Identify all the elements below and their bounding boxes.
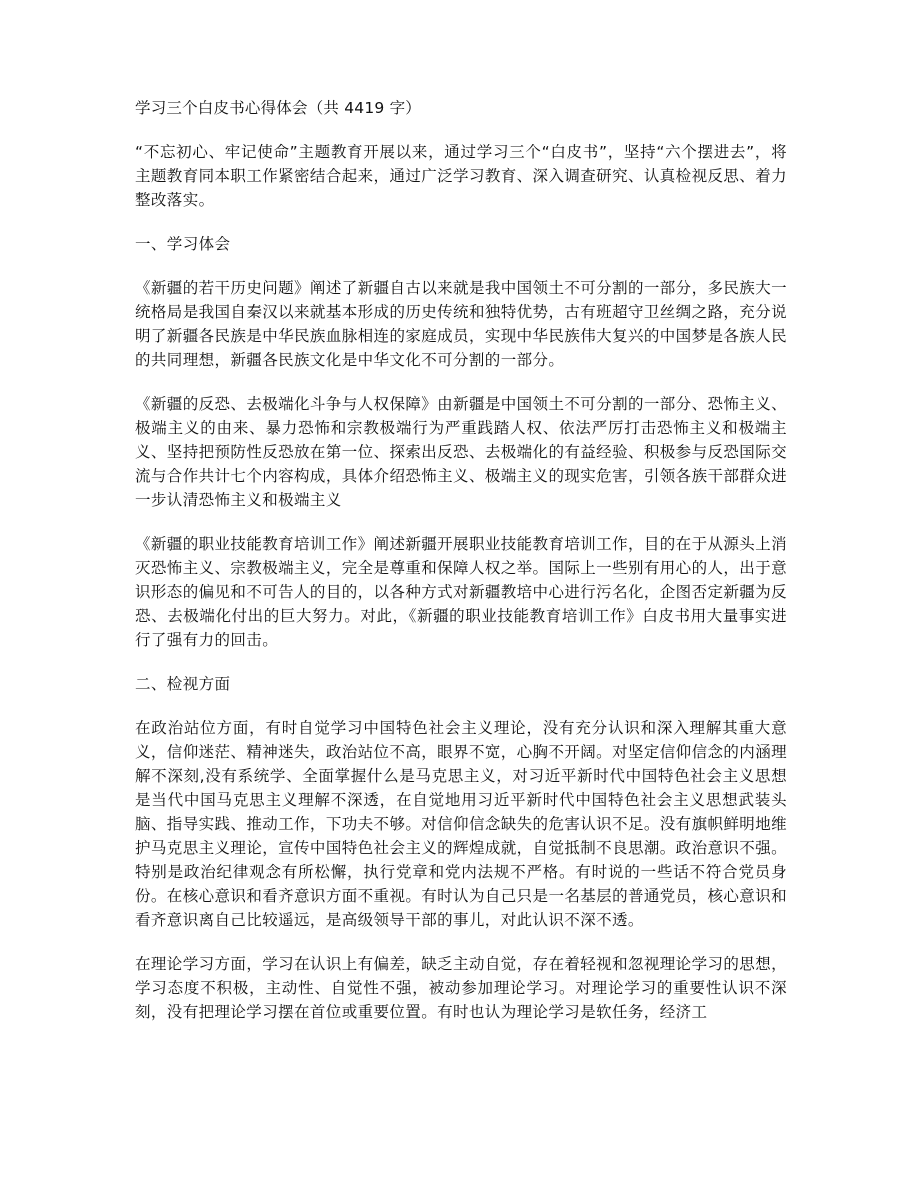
section-heading-study: 一、学习体会 [135, 235, 231, 253]
study-paragraph-counterterrorism: 《新疆的反恐、去极端化斗争与人权保障》由新疆是中国领土不可分割的一部分、恐怖主义、极端主义的由来、暴力恐怖和宗教极端行为严重践踏人权、依法严厉打击恐怖主义和极端主义、坚持把预防性反恐放在第一位、探索出反恐、去极端化的有益经验、积极参与反恐国际交流与合作共计七个内容构成，具体介绍恐怖主义、极端主义的现实危害，引领各族干部群众进一步认清恐怖主义和极端主义 [135, 395, 787, 509]
document-title: 学习三个白皮书心得体会（共 4419 字） [135, 99, 422, 117]
review-paragraph-theory: 在理论学习方面，学习在认识上有偏差，缺乏主动自觉，存在着轻视和忽视理论学习的思想，学习态度不积极，主动性、自觉性不强，被动参加理论学习。对理论学习的重要性认识不深刻，没有把理论学习摆在首位或重要位置。有时也认为理论学习是软任务，经济工 [135, 955, 787, 1021]
section-heading-review: 二、检视方面 [135, 675, 231, 693]
intro-paragraph: “不忘初心、牢记使命”主题教育开展以来，通过学习三个“白皮书”，坚持“六个摆进去”，将主题教育同本职工作紧密结合起来，通过广泛学习教育、深入调查研究、认真检视反思、着力整改落实。 [135, 143, 787, 209]
study-paragraph-vocational: 《新疆的职业技能教育培训工作》阐述新疆开展职业技能教育培训工作，目的在于从源头上消灭恐怖主义、宗教极端主义，完全是尊重和保障人权之举。国际上一些别有用心的人，出于意识形态的偏见和不可告人的目的，以各种方式对新疆教培中心进行污名化，企图否定新疆为反恐、去极端化付出的巨大努力。对此，《新疆的职业技能教育培训工作》白皮书用大量事实进行了强有力的回击。 [135, 535, 787, 649]
document-page [135, 96, 787, 1044]
review-paragraph-political: 在政治站位方面，有时自觉学习中国特色社会主义理论，没有充分认识和深入理解其重大意义，信仰迷茫、精神迷失，政治站位不高，眼界不宽，心胸不开阔。对坚定信仰信念的内涵理解不深刻,没有系统学、全面掌握什么是马克思主义，对习近平新时代中国特色社会主义思想是当代中国马克思主义理解不深透，在自觉地用习近平新时代中国特色社会主义思想武装头脑、指导实践、推动工作，下功夫不够。对信仰信念缺失的危害认识不足。没有旗帜鲜明地维护马克思主义理论，宣传中国特色社会主义的辉煌成就，自觉抵制不良思潮。政治意识不强。特别是政治纪律观念有所松懈，执行党章和党内法规不严格。有时说的一些话不符合党员身份。在核心意识和看齐意识方面不重视。有时认为自己只是一名基层的普通党员，核心意识和看齐意识离自己比较遥远，是高级领导干部的事儿，对此认识不深不透。 [135, 719, 787, 929]
study-paragraph-history: 《新疆的若干历史问题》阐述了新疆自古以来就是我中国领土不可分割的一部分，多民族大一统格局是我国自秦汉以来就基本形成的历史传统和独特优势，古有班超守卫丝绸之路，充分说明了新疆各民族是中华民族血脉相连的家庭成员，实现中华民族伟大复兴的中国梦是各族人民的共同理想，新疆各民族文化是中华文化不可分割的一部分。 [135, 279, 787, 369]
